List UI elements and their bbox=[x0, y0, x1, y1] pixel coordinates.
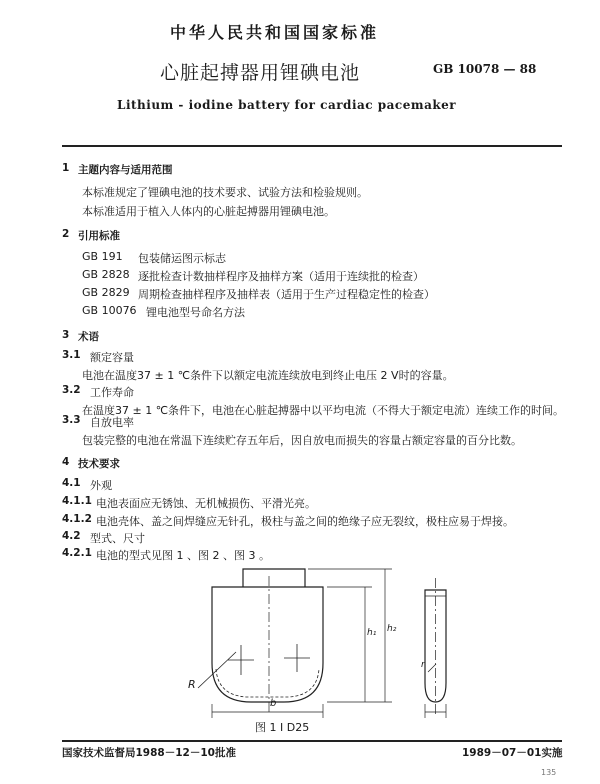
ref-code-1: GB 191 bbox=[82, 250, 123, 263]
section-3-number: 3 bbox=[62, 329, 70, 341]
document-title-en: Lithium - iodine battery for cardiac pacemaker bbox=[117, 98, 457, 112]
ref-code-4: GB 10076 bbox=[82, 304, 137, 317]
approval-date: 国家技术监督局1988－12－10批准 bbox=[62, 747, 236, 759]
section-2-title: 引用标准 bbox=[78, 230, 120, 242]
term-3-3-name: 自放电率 bbox=[90, 416, 134, 429]
country-title: 中华人民共和国国家标准 bbox=[170, 23, 380, 42]
section-4-number: 4 bbox=[62, 456, 70, 468]
section-1-para-2: 本标准适用于植入人体内的心脏起搏器用锂碘电池。 bbox=[82, 205, 335, 218]
term-3-3-number: 3.3 bbox=[62, 414, 81, 426]
term-3-1-name: 额定容量 bbox=[90, 351, 134, 364]
req-4-2-number: 4.2 bbox=[62, 530, 81, 542]
section-2-number: 2 bbox=[62, 228, 70, 240]
ref-text-2: 逐批检查计数抽样程序及抽样方案（适用于连续批的检查） bbox=[138, 270, 424, 283]
implementation-date: 1989－07－01实施 bbox=[462, 747, 563, 759]
label-width: b bbox=[270, 698, 277, 709]
ref-text-1: 包装储运图示标志 bbox=[138, 252, 226, 265]
battery-front-outline bbox=[212, 587, 323, 702]
ref-code-3: GB 2829 bbox=[82, 286, 130, 299]
section-4-title: 技术要求 bbox=[78, 458, 120, 470]
term-3-2-number: 3.2 bbox=[62, 384, 81, 396]
req-4-1-2-number: 4.1.2 bbox=[62, 513, 92, 525]
ref-text-4: 锂电池型号命名方法 bbox=[146, 306, 245, 319]
term-3-1-number: 3.1 bbox=[62, 349, 81, 361]
req-4-1-2-text: 电池壳体、盖之间焊缝应无针孔，极柱与盖之间的绝缘子应无裂纹，极柱应易于焊接。 bbox=[96, 515, 514, 528]
req-4-2-text: 型式、尺寸 bbox=[90, 532, 145, 545]
term-3-2-definition: 在温度37 ± 1 ℃条件下，电池在心脏起搏器中以平均电流（不得大于额定电流）连续工作的时间。 bbox=[82, 404, 565, 417]
ref-code-2: GB 2828 bbox=[82, 268, 130, 281]
req-4-2-1-number: 4.2.1 bbox=[62, 547, 92, 559]
page-number: 135 bbox=[541, 768, 557, 777]
standard-code: GB 10078 — 88 bbox=[433, 62, 537, 76]
section-1-title: 主题内容与适用范围 bbox=[78, 164, 173, 176]
figure-1-caption: 图 1 I D25 bbox=[255, 721, 310, 734]
ref-text-3: 周期检查抽样程序及抽样表（适用于生产过程稳定性的检查） bbox=[138, 288, 435, 301]
radius-leader bbox=[198, 652, 236, 688]
term-3-3-definition: 包装完整的电池在常温下连续贮存五年后，因自放电而损失的容量占额定容量的百分比数。 bbox=[82, 434, 522, 447]
req-4-2-1-text: 电池的型式见图 1 、图 2 、图 3 。 bbox=[96, 549, 270, 562]
section-1-para-1: 本标准规定了锂碘电池的技术要求、试验方法和检验规则。 bbox=[82, 186, 368, 199]
footer-divider bbox=[62, 740, 562, 742]
battery-tab bbox=[243, 569, 305, 587]
req-4-1-number: 4.1 bbox=[62, 477, 81, 489]
battery-inner-contour bbox=[216, 669, 319, 697]
req-4-1-1-number: 4.1.1 bbox=[62, 495, 92, 507]
label-radius: R bbox=[188, 678, 196, 691]
term-3-2-name: 工作寿命 bbox=[90, 386, 134, 399]
section-1-number: 1 bbox=[62, 162, 70, 174]
req-4-1-text: 外观 bbox=[90, 479, 112, 492]
req-4-1-1-text: 电池表面应无锈蚀、无机械损伤、平滑光亮。 bbox=[96, 497, 316, 510]
label-height-h2: h₂ bbox=[387, 624, 397, 634]
term-3-1-definition: 电池在温度37 ± 1 ℃条件下以额定电流连续放电到终止电压 2 V时的容量。 bbox=[82, 369, 454, 382]
document-title-cn: 心脏起搏器用锂碘电池 bbox=[160, 62, 361, 84]
label-side-radius: r bbox=[421, 660, 425, 670]
label-height-h1: h₁ bbox=[367, 628, 377, 638]
section-3-title: 术语 bbox=[78, 331, 99, 343]
